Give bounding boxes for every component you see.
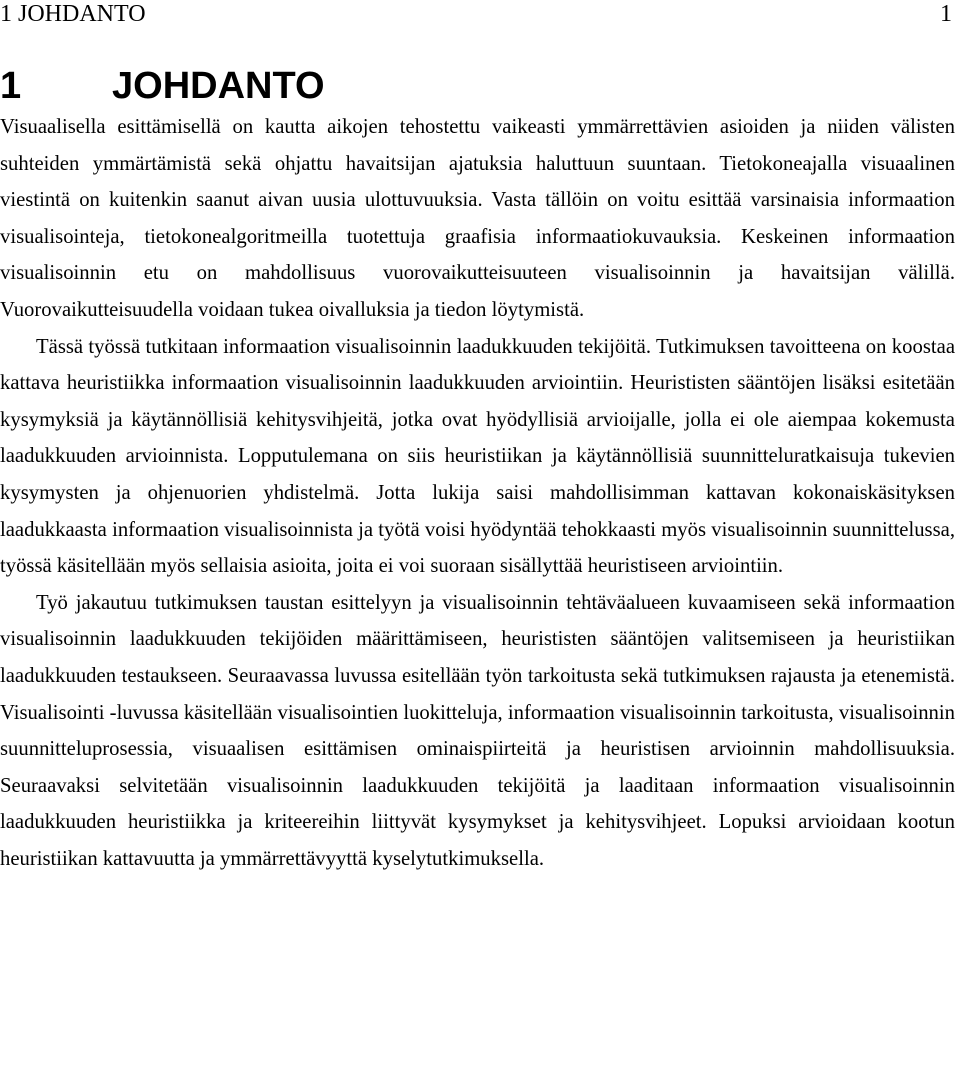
- body-text: [0, 109, 955, 877]
- running-header-title: 1 JOHDANTO: [0, 1, 146, 27]
- chapter-heading: [0, 60, 325, 112]
- running-header: [0, 0, 952, 28]
- page-number: 1: [940, 1, 952, 27]
- chapter-title: JOHDANTO: [112, 65, 325, 107]
- paragraph-1: Visuaalisella esittämisellä on kautta aikojen tehostettu vaikeasti ymmärrettävien asioiden ja niiden välisten suhteiden ymmärtämistä sekä ohjattu havaitsijan ajatuksia haluttuun suuntaan. Tietokoneajalla visuaalinen viestintä on kuitenkin saanut aivan uusia ulottuvuuksia. Vasta tällöin on voitu esittää varsinaisia informaation visualisointeja, tietokonealgoritmeilla tuotettuja graafisia informaatiokuvauksia. Keskeinen informaation visualisoinnin etu on mahdollisuus vuorovaikutteisuuteen visualisoinnin ja havaitsijan välillä. Vuorovaikutteisuudella voidaan tukea oivalluksia ja tiedon löytymistä.: [0, 116, 955, 321]
- paragraph-2: Tässä työssä tutkitaan informaation visualisoinnin laadukkuuden tekijöitä. Tutkimuksen tavoitteena on koostaa kattava heuristiikka informaation visualisoinnin laadukkuuden arviointiin. Heurististen sääntöjen lisäksi esitetään kysymyksiä ja käytännöllisiä kehitysvihjeitä, jotka ovat hyödyllisiä arvioijalle, jolla ei ole aiempaa kokemusta laadukkuuden arvioinnista. Lopputulemana on siis heuristiikan ja käytännöllisiä suunnitteluratkaisuja tukevien kysymysten ja ohjenuorien yhdistelmä. Jotta lukija saisi mahdollisimman kattavan kokonaiskäsityksen laadukkaasta informaation visualisoinnista ja työtä voisi hyödyntää tehokkaasti myös visualisoinnin suunnittelussa, työssä käsitellään myös sellaisia asioita, joita ei voi suoraan sisällyttää heuristiseen arviointiin.: [0, 335, 955, 578]
- chapter-number: 1: [0, 65, 22, 107]
- paragraph-3: Työ jakautuu tutkimuksen taustan esittelyyn ja visualisoinnin tehtäväalueen kuvaamiseen sekä informaation visualisoinnin laadukkuuden tekijöiden määrittämiseen, heurististen sääntöjen valitsemiseen ja heuristiikan laadukkuuden testaukseen. Seuraavassa luvussa esitellään työn tarkoitusta sekä tutkimuksen rajausta ja etenemistä. Visualisointi -luvussa käsitellään visualisointien luokitteluja, informaation visualisoinnin tarkoitusta, visualisoinnin suunnitteluprosessia, visuaalisen esittämisen ominaispiirteitä ja heuristisen arvioinnin mahdollisuuksia. Seuraavaksi selvitetään visualisoinnin laadukkuuden tekijöitä ja laaditaan informaation visualisoinnin laadukkuuden heuristiikka ja kriteereihin liittyvät kysymykset ja kehitysvihjeet. Lopuksi arvioidaan kootun heuristiikan kattavuutta ja ymmärrettävyyttä kyselytutkimuksella.: [0, 591, 955, 870]
